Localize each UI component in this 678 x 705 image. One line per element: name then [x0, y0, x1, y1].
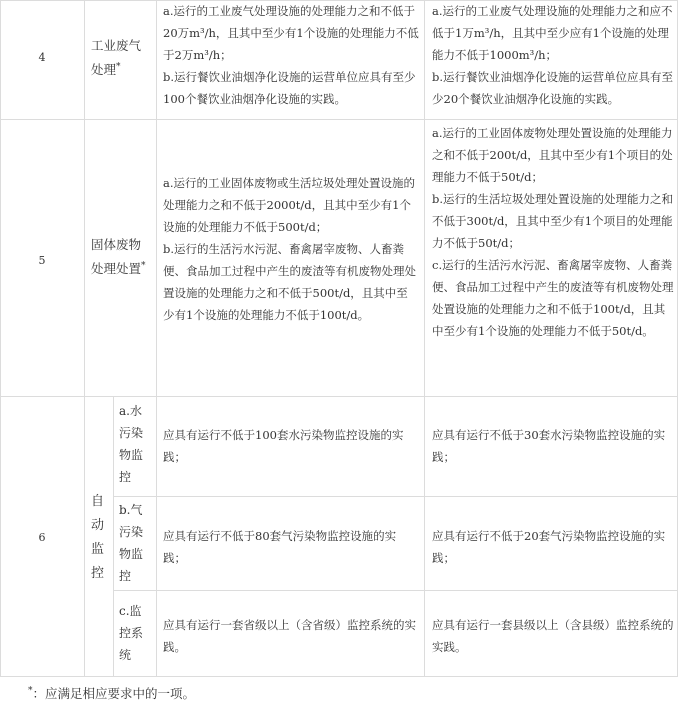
col-divider: [424, 0, 425, 677]
requirement-cell-b: 应具有运行不低于30套水污染物监控设施的实践；: [432, 428, 666, 464]
requirement-cell-a: a.运行的工业废气处理设施的处理能力之和不低于20万m³/h，且其中至少有1个设施的处理能力不低于2万m³/h； b.运行餐饮业油烟净化设施的运营单位应具有至少100个餐饮业油烟净化设施的实践。: [163, 4, 419, 106]
category-label: 自 动 监 控: [91, 494, 105, 581]
row-number: 4: [38, 51, 46, 64]
row-divider: [0, 119, 678, 120]
col-divider: [84, 0, 85, 677]
asterisk-marker: *: [28, 685, 33, 696]
subrow-divider: [113, 590, 678, 591]
subcategory-label: a.水 污染 物监 控: [119, 404, 144, 484]
requirement-cell-a: 应具有运行一套省级以上（含省级）监控系统的实践。: [163, 618, 416, 654]
table-border-bottom: [0, 676, 678, 677]
row-number: 5: [38, 254, 46, 267]
row-number: 6: [38, 531, 46, 544]
subrow-divider: [113, 496, 678, 497]
asterisk-marker: *: [141, 260, 146, 271]
col-divider: [156, 0, 157, 677]
asterisk-marker: *: [116, 61, 121, 72]
row-divider: [0, 396, 678, 397]
subcategory-label: b.气 污染 物监 控: [119, 503, 144, 583]
footnote-text: ：应满足相应要求中的一项。: [32, 686, 196, 701]
requirement-cell-a: a.运行的工业固体废物或生活垃圾处理处置设施的处理能力之和不低于2000t/d，且其中至少有1个设施的处理能力不低于500t/d； b.运行的生活污水污泥、畜禽屠宰废物、人畜粪便、食品加工过程中产生的废渣等有机废物处理处置设施的处理能力之和不低于500t/d，且其中至少有1个设施的处理能力不低于100t/d。: [163, 176, 416, 322]
requirement-cell-b: a.运行的工业固体废物处理处置设施的处理能力之和不低于200t/d，且其中至少有1个项目的处理能力不低于50t/d； b.运行的生活垃圾处理处置设施的处理能力之和不低于300t/d，且其中至少有1个项目的处理能力不低于50t/d； c.运行的生活污水污泥、畜禽屠宰废物、人畜粪便、食品加工过程中产生的废渣等有机废物处理处置设施的处理能力之和不低于100t/d，且其中至少有1个设施的处理能力不低于50t/d。: [432, 126, 674, 338]
category-label: 工业废气 处理*: [91, 38, 142, 77]
requirement-cell-b: a.运行的工业废气处理设施的处理能力之和应不低于1万m³/h，且其中至少应有1个设施的处理能力不低于1000m³/h； b.运行餐饮业油烟净化设施的运营单位应具有至少20个餐饮业油烟净化设施的实践。: [432, 4, 674, 106]
requirement-cell-a: 应具有运行不低于80套气污染物监控设施的实践；: [163, 529, 397, 565]
footnote: [28, 684, 195, 704]
category-label: 固体废物 处理处置*: [91, 237, 146, 276]
requirement-cell-b: 应具有运行不低于20套气污染物监控设施的实践；: [432, 529, 666, 565]
subcategory-label: c.监 控系 统: [119, 604, 144, 662]
requirement-cell-a: 应具有运行不低于100套水污染物监控设施的实践；: [163, 428, 404, 464]
col-divider: [113, 396, 114, 677]
requirement-cell-b: 应具有运行一套县级以上（含县级）监控系统的实践。: [432, 618, 674, 654]
table-border-left: [0, 0, 1, 677]
